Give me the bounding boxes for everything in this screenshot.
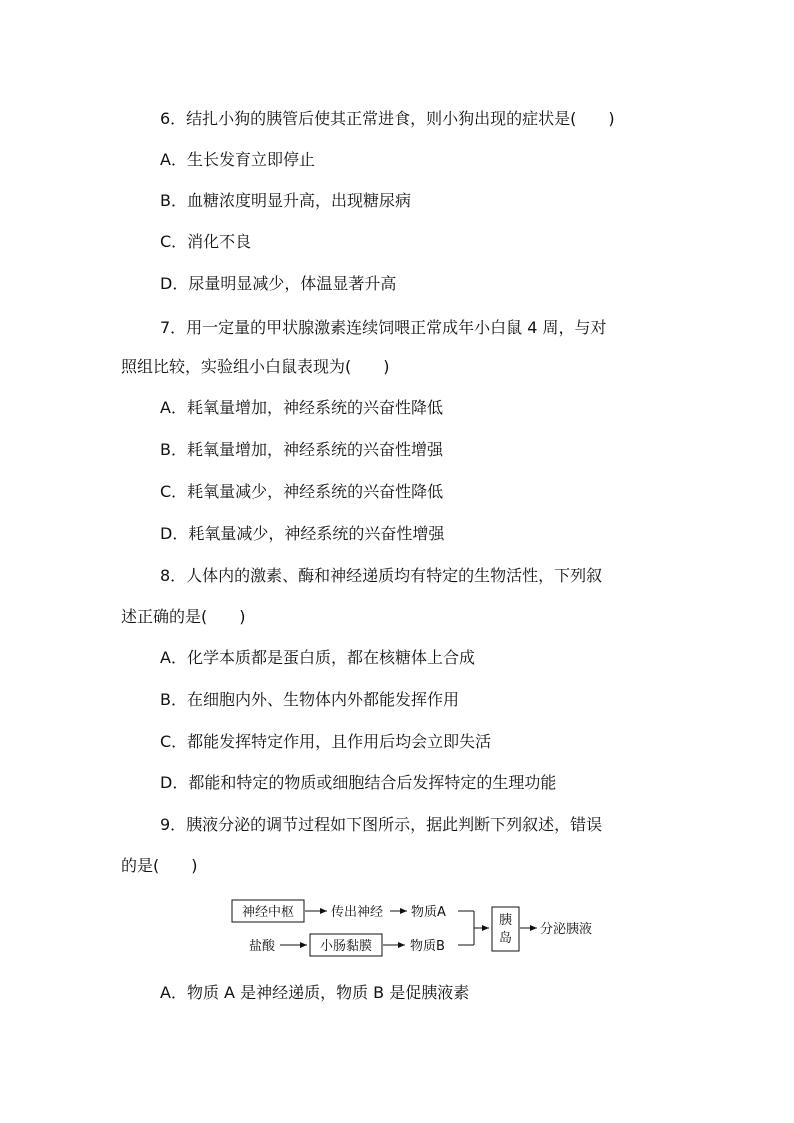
- question-9-stem: 9．胰液分泌的调节过程如下图所示，据此判断下列叙述，错误: [160, 815, 603, 834]
- q9-option-a: A．物质 A 是神经递质，物质 B 是促胰液素: [160, 983, 470, 1002]
- intestinal-mucosa-label: 小肠黏膜: [319, 939, 373, 954]
- nerve-center-box: [232, 900, 304, 922]
- nerve-center-label: 神经中枢: [241, 905, 295, 920]
- islet-label-bottom: 岛: [498, 931, 513, 946]
- q7-option-a: A．耗氧量增加，神经系统的兴奋性降低: [160, 398, 443, 417]
- q7-option-b: B．耗氧量增加，神经系统的兴奋性增强: [160, 440, 443, 459]
- efferent-nerve-label: 传出神经: [331, 905, 384, 920]
- q6-option-d: D．尿量明显减少，体温显著升高: [160, 274, 397, 293]
- question-8-stem: 8．人体内的激素、酶和神经递质均有特定的生物活性，下列叙: [160, 566, 603, 585]
- question-8-stem-cont: 述正确的是( ): [121, 607, 246, 626]
- q8-option-a: A．化学本质都是蛋白质，都在核糖体上合成: [160, 648, 475, 667]
- q8-option-b: B．在细胞内外、生物体内外都能发挥作用: [160, 690, 459, 709]
- intestinal-mucosa-box: [310, 934, 382, 956]
- substance-b-label: 物质B: [410, 939, 445, 954]
- secrete-pancreatic-juice-label: 分泌胰液: [540, 922, 593, 937]
- islet-box: [492, 907, 519, 951]
- q7-option-c: C．耗氧量减少，神经系统的兴奋性降低: [160, 482, 444, 501]
- q8-option-d: D．都能和特定的物质或细胞结合后发挥特定的生理功能: [160, 773, 557, 792]
- q7-option-d: D．耗氧量减少，神经系统的兴奋性增强: [160, 524, 445, 543]
- q6-option-b: B．血糖浓度明显升高，出现糖尿病: [160, 191, 411, 210]
- question-7-stem: 7．用一定量的甲状腺激素连续饲喂正常成年小白鼠 4 周，与对: [160, 318, 607, 337]
- hydrochloric-acid-label: 盐酸: [249, 939, 276, 954]
- question-9-stem-cont: 的是( ): [121, 856, 198, 875]
- substance-a-label: 物质A: [411, 905, 446, 920]
- q6-option-a: A．生长发育立即停止: [160, 150, 315, 169]
- question-6-stem: 6．结扎小狗的胰管后使其正常进食，则小狗出现的症状是( ): [160, 109, 615, 128]
- islet-label-top: 胰: [498, 913, 513, 928]
- question-7-stem-cont: 照组比较，实验组小白鼠表现为( ): [121, 357, 390, 376]
- q8-option-c: C．都能发挥特定作用，且作用后均会立即失活: [160, 732, 492, 751]
- q6-option-c: C．消化不良: [160, 232, 252, 251]
